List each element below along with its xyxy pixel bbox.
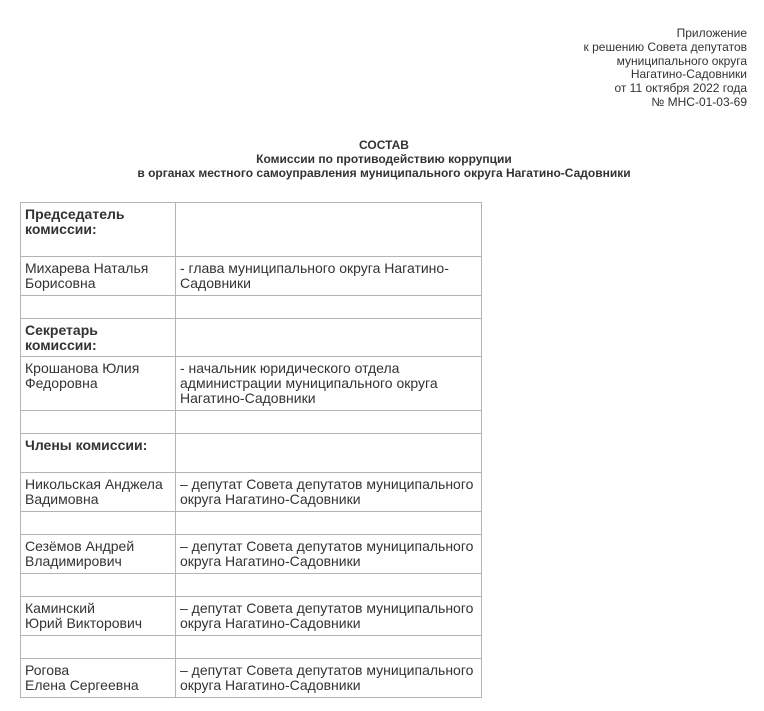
table-row-spacer xyxy=(21,411,482,434)
table-cell-role xyxy=(176,319,482,357)
table-cell-name: Крошанова Юлия Федоровна xyxy=(21,357,176,411)
table-cell-role: – депутат Совета депутатов муниципального округа Нагатино-Садовники xyxy=(176,535,482,574)
table-cell-role: - глава муниципального округа Нагатино- Садовники xyxy=(176,257,482,296)
table-cell-role: – депутат Совета депутатов муниципального округа Нагатино-Садовники xyxy=(176,597,482,636)
table-cell-empty xyxy=(176,296,482,319)
table-cell-role: – депутат Совета депутатов муниципального округа Нагатино-Садовники xyxy=(176,659,482,698)
heading-title: СОСТАВ xyxy=(359,138,409,152)
table-cell-empty xyxy=(176,574,482,597)
table-cell-role xyxy=(176,434,482,473)
table-cell-name: Сезёмов Андрей Владимирович xyxy=(21,535,176,574)
table-cell-role: - начальник юридического отдела администрации муниципального округа Нагатино-Садовники xyxy=(176,357,482,411)
document-heading xyxy=(0,139,764,180)
attachment-block xyxy=(584,27,747,110)
table-cell-empty xyxy=(21,636,176,659)
table-row xyxy=(21,535,482,574)
table-cell-name: Каминский Юрий Викторович xyxy=(21,597,176,636)
table-row xyxy=(21,357,482,411)
attachment-line: от 11 октября 2022 года xyxy=(614,81,747,96)
table-row-spacer xyxy=(21,574,482,597)
table-cell-name: Члены комиссии: xyxy=(21,434,176,473)
attachment-line: Нагатино-Садовники xyxy=(630,67,747,82)
attachment-line: № МНС-01-03-69 xyxy=(651,94,747,109)
table-row-chairman-section xyxy=(21,203,482,257)
table-cell-empty xyxy=(21,512,176,535)
table-cell-name: Председатель комиссии: xyxy=(21,203,176,257)
attachment-line: к решению Совета депутатов xyxy=(583,39,747,54)
commission-table xyxy=(20,202,482,698)
heading-scope: в органах местного самоуправления муниципального округа Нагатино-Садовники xyxy=(137,165,631,180)
table-row-spacer xyxy=(21,636,482,659)
table-row xyxy=(21,473,482,512)
attachment-line: муниципального округа xyxy=(616,53,747,68)
table-cell-empty xyxy=(176,636,482,659)
table-cell-name: Никольская Анджела Вадимовна xyxy=(21,473,176,512)
table-row-spacer xyxy=(21,296,482,319)
table-cell-name: Секретарь комиссии: xyxy=(21,319,176,357)
table-row-spacer xyxy=(21,512,482,535)
table-row-members-section xyxy=(21,434,482,473)
table-cell-role xyxy=(176,203,482,257)
table-cell-name: Рогова Елена Сергеевна xyxy=(21,659,176,698)
table-row xyxy=(21,659,482,698)
table-row xyxy=(21,597,482,636)
table-cell-empty xyxy=(176,411,482,434)
heading-commission: Комиссии по противодействию коррупции xyxy=(256,151,512,166)
table-cell-role: – депутат Совета депутатов муниципального округа Нагатино-Садовники xyxy=(176,473,482,512)
table-row-secretary-section xyxy=(21,319,482,357)
table-row xyxy=(21,257,482,296)
table-cell-name: Михарева Наталья Борисовна xyxy=(21,257,176,296)
attachment-line: Приложение xyxy=(676,26,747,40)
table-cell-empty xyxy=(176,512,482,535)
table-cell-empty xyxy=(21,574,176,597)
table-cell-empty xyxy=(21,296,176,319)
table-cell-empty xyxy=(21,411,176,434)
